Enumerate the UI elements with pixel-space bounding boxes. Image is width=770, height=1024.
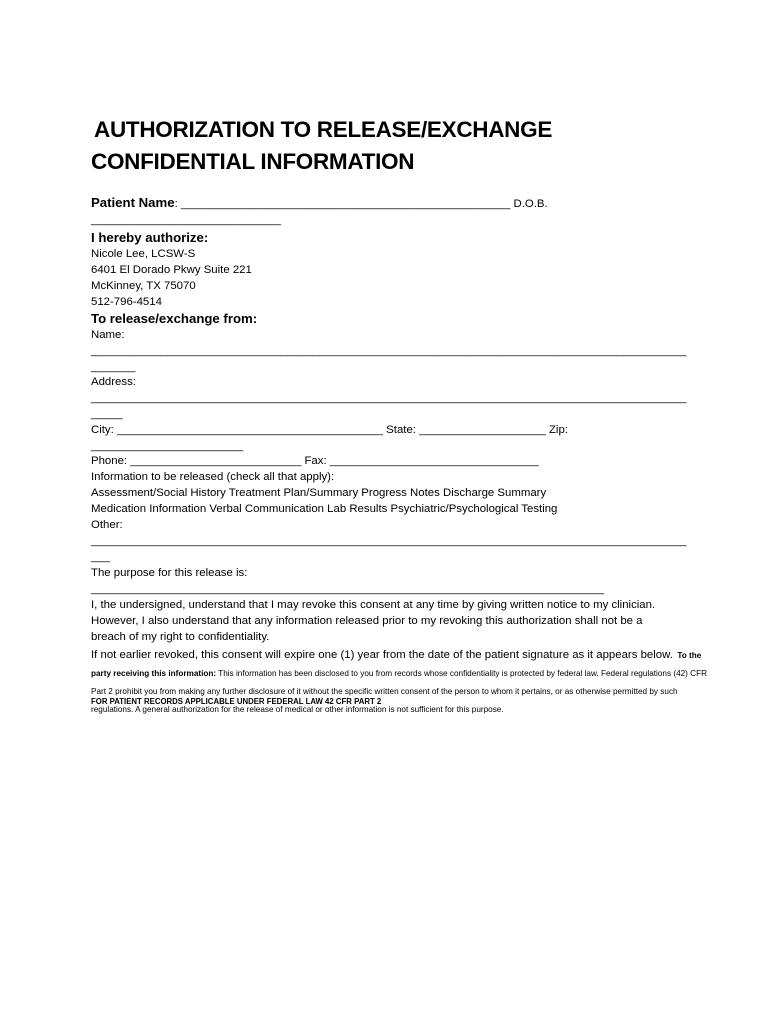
footer-line: FOR PATIENT RECORDS APPLICABLE UNDER FEDERAL LAW 42 CFR PART 2 <box>91 697 382 706</box>
title-line-1: AUTHORIZATION TO RELEASE/EXCHANGE <box>94 117 553 142</box>
recipient-notice-heading: To the party receiving this information: <box>91 651 702 678</box>
release-heading: To release/exchange from: <box>91 311 258 326</box>
consent-line-4: If not earlier revoked, this consent will expire one (1) year from the date of the patient signature as it appears below. <box>91 649 673 661</box>
name-label: Name: <box>91 329 125 341</box>
info-heading: Information to be released (check all that apply): <box>91 471 335 483</box>
patient-name-blank: : ____________________________________________________ D.O.B. <box>174 198 548 210</box>
info-options-row-2[interactable]: Medication Information Verbal Communication Lab Results Psychiatric/Psychological Testing <box>91 503 558 515</box>
info-options-row-1[interactable]: Assessment/Social History Treatment Plan/Summary Progress Notes Discharge Summary <box>91 487 547 499</box>
address-field-continued[interactable]: _____ <box>91 408 123 420</box>
dob-blank: ______________________________ <box>91 214 282 226</box>
consent-line-2: However, I also understand that any information released prior to my revoking this authorization shall not be a <box>91 615 643 627</box>
release-fields <box>91 327 691 375</box>
purpose-field[interactable]: _________________________________________________________________________________ <box>91 583 605 595</box>
patient-name-label: Patient Name <box>91 195 175 210</box>
other-field[interactable]: ______________________________________________________________________________________________ <box>91 535 687 547</box>
other-label: Other: <box>91 519 123 531</box>
patient-name-field[interactable] <box>91 194 691 212</box>
form-title <box>91 114 691 178</box>
consent-line-1: I, the undersigned, understand that I may revoke this consent at any time by giving written notice to my clinician. <box>91 599 656 611</box>
phone-fax-field[interactable]: Phone: ___________________________ Fax: _________________________________ <box>91 455 539 467</box>
provider-block <box>91 246 691 310</box>
name-field[interactable]: ______________________________________________________________________________________________ <box>91 345 687 357</box>
address-label: Address: <box>91 376 136 388</box>
purpose-label: The purpose for this release is: <box>91 567 248 579</box>
dob-field[interactable] <box>91 212 691 228</box>
contact-and-info <box>91 453 691 645</box>
recipient-notice-text: This information has been disclosed to you from records whose confidentiality is protected by federal law. Federal regulations (42) CFR Part 2 prohibit you from making any further disclosure of it without the specific written consent of the person to whom it pertains, or as otherwise permitted by such regulations. A general authorization for the release of medical or other information is not sufficient for this purpose. <box>91 669 708 714</box>
notice-block <box>91 645 721 717</box>
address-fields <box>91 374 691 422</box>
consent-line-3: breach of my right to confidentiality. <box>91 631 270 643</box>
zip-field[interactable]: ________________________ <box>91 440 244 452</box>
name-field-continued[interactable]: _______ <box>91 361 136 373</box>
city-state-zip-fields <box>91 422 691 454</box>
title-line-2: CONFIDENTIAL INFORMATION <box>91 149 415 174</box>
provider-name: Nicole Lee, LCSW-S <box>91 248 196 260</box>
provider-street: 6401 El Dorado Pkwy Suite 221 <box>91 264 252 276</box>
provider-phone: 512-796-4514 <box>91 296 162 308</box>
provider-city: McKinney, TX 75070 <box>91 280 196 292</box>
address-field[interactable]: ______________________________________________________________________________________________ <box>91 392 687 404</box>
other-field-continued[interactable]: ___ <box>91 551 111 563</box>
city-state-zip-field[interactable]: City: __________________________________________ State: ____________________ Zip: <box>91 424 568 436</box>
authorize-heading: I hereby authorize: <box>91 230 209 245</box>
